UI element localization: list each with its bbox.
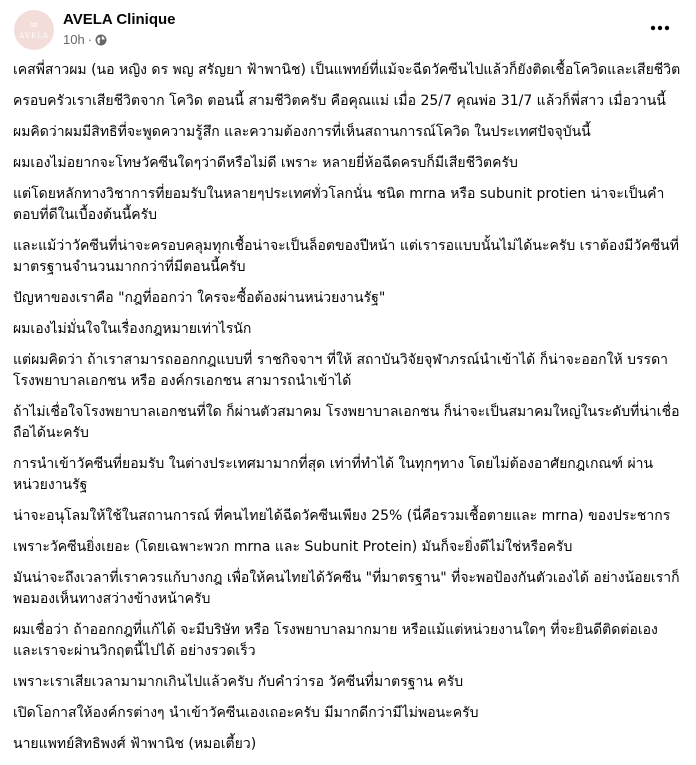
meta-separator: · [87, 32, 93, 47]
post-paragraph: ผมเชื่อว่า ถ้าออกกฎที่แก้ได้ จะมีบริษัท หรือ โรงพยาบาลมากมาย หรือแม้แต่หน่วยงานใดๆ ที่จะยินดีติดต่อเอง และเราจะผ่านวิกฤตนี้ไปได้ อย่างรวดเร็ว [13, 622, 658, 659]
post-paragraph: และแม้ว่าวัคซีนที่น่าจะครอบคลุมทุกเชื้อน่าจะเป็นล็อตของปีหน้า แต่เรารอแบบนั้นไม่ได้นะครับ เราต้องมีวัคซีนที่มาตรฐานจำนวนมากกว่าที่มีตอนนี้ครับ [13, 238, 679, 275]
post-paragraph: ผมคิดว่าผมมีสิทธิที่จะพูดความรู้สึก และความต้องการที่เห็นสถานการณ์โควิด ในประเทศปัจจุบันนี้ [13, 124, 591, 140]
post-paragraph: แต่โดยหลักทางวิชาการที่ยอมรับในหลายๆประเทศทั่วโลกนั่น ชนิด mrna หรือ subunit protien น่าจะเป็นคำตอบที่ดีในเบื้องต้นนี้ครับ [13, 186, 665, 223]
post-paragraph: น่าจะอนุโลมให้ใช้ในสถานการณ์ ที่คนไทยได้ฉีดวัคซีนเพียง 25% (นี่คือรวมเชื้อตายและ mrna) ของประชากร [13, 508, 671, 524]
post-paragraph: แต่ผมคิดว่า ถ้าเราสามารถออกกฎแบบที่ ราชกิจจาฯ ที่ให้ สถาบันวิจัยจุฬาภรณ์นำเข้าได้ ก็น่าจะออกให้ บรรดา โรงพยาบาลเอกชน หรือ องค์กรเอกชน สามารถนำเข้าได้ [13, 352, 669, 389]
post-header [0, 0, 696, 58]
post-paragraph: เพราะวัคซีนยิ่งเยอะ (โดยเฉพาะพวก mrna และ Subunit Protein) มันก็จะยิ่งดีไม่ใช่หรือครับ [13, 539, 573, 555]
post-paragraph: ปัญหาของเราคือ "กฎที่ออกว่า ใครจะซื้อต้องผ่านหน่วยงานรัฐ" [13, 290, 386, 306]
post-paragraph: ผมเองไม่อยากจะโทษวัคซีนใดๆว่าดีหรือไม่ดี เพราะ หลายยี่ห้อฉีดครบก็มีเสียชีวิตครับ [13, 155, 518, 171]
more-options-button[interactable] [646, 14, 674, 42]
more-options-icon [650, 25, 670, 31]
post-paragraph: เปิดโอกาสให้องค์กรต่างๆ นำเข้าวัคซีนเองเถอะครับ มีมากดีกว่ามีไม่พอนะครับ [13, 705, 479, 721]
page-name-link[interactable]: AVELA Clinique [63, 11, 176, 28]
post-paragraph: ครอบครัวเราเสียชีวิตจาก โควิด ตอนนี้ สามชีวิตครับ คือคุณแม่ เมื่อ 25/7 คุณพ่อ 31/7 แล้วก็พี่สาว เมื่อวานนี้ [13, 93, 666, 109]
post-paragraph: การนำเข้าวัคซีนที่ยอมรับ ในต่างประเทศมามากที่สุด เท่าที่ทำได้ ในทุกๆทาง โดยไม่ต้องอาศัยกฎเกณฑ์ ผ่านหน่วยงานรัฐ [13, 456, 654, 493]
post-body [13, 60, 685, 765]
globe-icon [95, 34, 107, 46]
post-meta [63, 32, 107, 47]
avatar-logo-text: AVELA [19, 32, 49, 40]
post-paragraph: มันน่าจะถึงเวลาที่เราควรแก้บางกฎ เพื่อให้คนไทยได้วัคซีน "ที่มาตรฐาน" ที่จะพอป้องกันตัวเองได้ อย่างน้อยเราก็พอมองเห็นทางสว่างข้างหน้าครับ [13, 570, 680, 607]
avatar-logo-mark: ∞ [29, 18, 39, 31]
post-paragraph: ถ้าไม่เชื่อใจโรงพยาบาลเอกชนที่ใด ก็ผ่านตัวสมาคม โรงพยาบาลเอกชน ก็น่าจะเป็นสมาคมใหญ่ในระดับที่น่าเชื่อถือได้นะครับ [13, 404, 680, 441]
avatar[interactable] [14, 10, 54, 50]
post-paragraph: เคสพี่สาวผม (นอ หญิง ดร พญ สรัญยา ฟ้าพานิช) เป็นแพทย์ที่แม้จะฉีดวัคซีนไปแล้วก็ยังติดเชื้อโควิดและเสียชีวิต [13, 62, 681, 78]
post-timestamp[interactable]: 10h [63, 32, 85, 47]
post-paragraph: นายแพทย์สิทธิพงศ์ ฟ้าพานิช (หมอเตี้ยว) [13, 736, 257, 752]
post-paragraph: เพราะเราเสียเวลามามากเกินไปแล้วครับ กับคำว่ารอ วัคซีนที่มาตรฐาน ครับ [13, 674, 464, 690]
post-paragraph: ผมเองไม่มั่นใจในเรื่องกฎหมายเท่าไรนัก [13, 321, 252, 337]
